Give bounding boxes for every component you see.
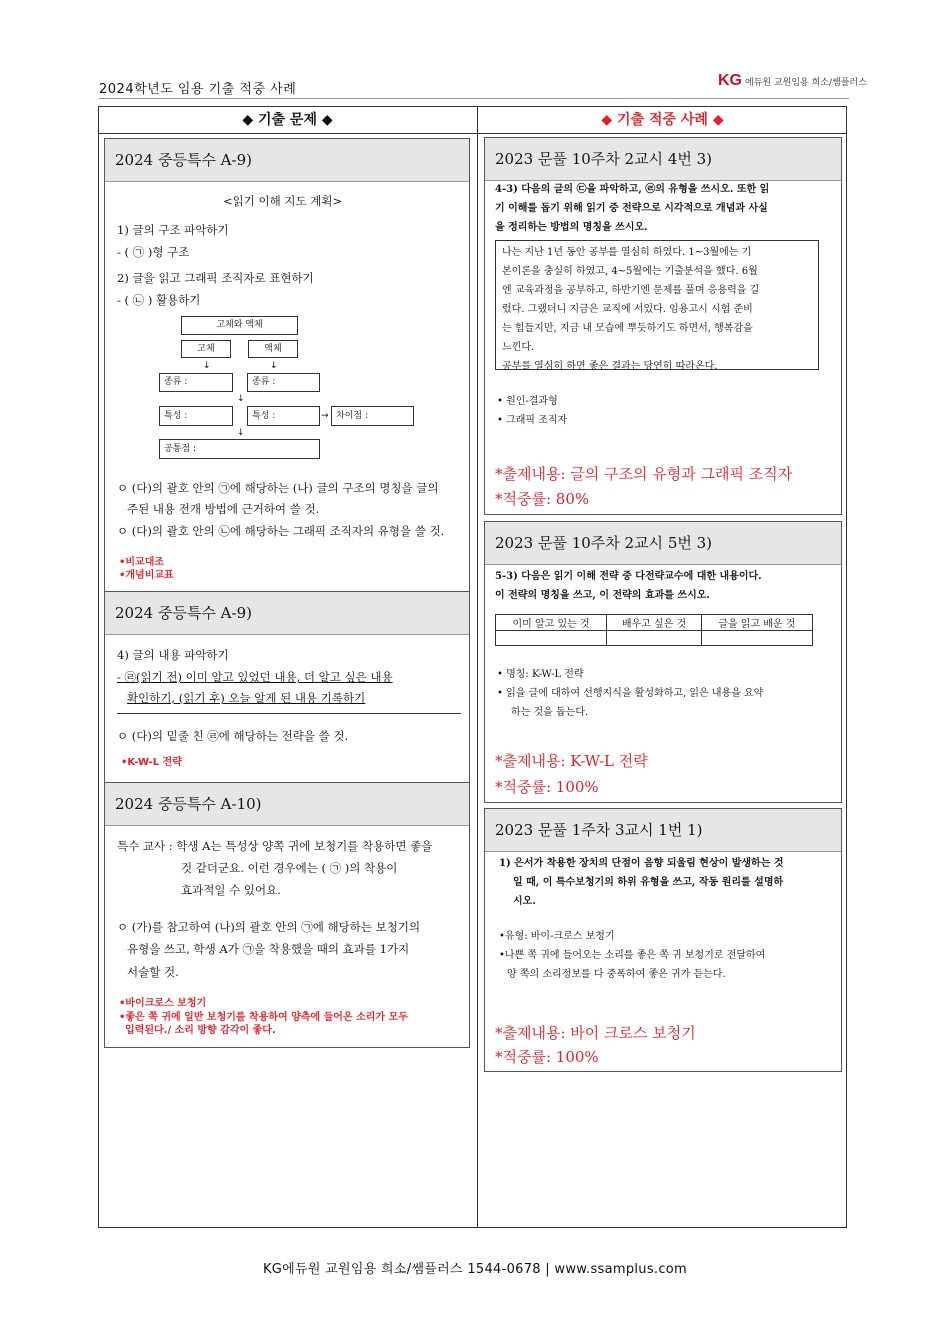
question-text: 기 이해를 돕기 위해 읽기 중 전략으로 시각적으로 개념과 사실 xyxy=(495,203,768,214)
question-text: 을 정리하는 방법의 명칭을 쓰시오. xyxy=(495,222,648,233)
answer-text: •좋은 쪽 귀에 일반 보청기를 착용하여 양측에 들어온 소리가 모두 xyxy=(119,1012,408,1023)
exam-content-label: *출제내용: K-W-L 전략 xyxy=(495,752,648,770)
passage-line: 는 힘들지만, 지금 내 모습에 뿌듯하기도 하면서, 행복감을 xyxy=(502,323,753,334)
question-text: 4-3) 다음의 글의 ㉢을 파악하고, ㉣의 유형을 쓰시오. 또한 읽 xyxy=(495,184,770,195)
table-header-cell: 배우고 싶은 것 xyxy=(607,615,702,631)
question-text: 1) 은서가 착용한 장치의 단점이 음향 되울림 현상이 발생하는 것 xyxy=(499,858,784,869)
answer-bullet: • 읽을 글에 대하여 선행지식을 활성화하고, 읽은 내용을 요약 xyxy=(497,688,764,699)
exam-question-box-1 xyxy=(104,138,470,592)
diagram-liquid-box: 액체 xyxy=(248,340,298,358)
answer-text: •개념비교표 xyxy=(119,570,174,581)
table-cell xyxy=(701,631,812,646)
box-title: 2023 문풀 1주차 3교시 1번 1) xyxy=(485,809,841,852)
box-title: 2024 중등특수 A-9) xyxy=(105,592,469,635)
question-text: 시오. xyxy=(513,896,536,907)
table-header-cell: 글을 읽고 배운 것 xyxy=(701,615,812,631)
plan-title: <읽기 이해 지도 계획> xyxy=(223,194,343,208)
answer-text: •K-W-L 전략 xyxy=(121,757,182,768)
answer-bullet: •나쁜 쪽 귀에 들어오는 소리를 좋은 쪽 귀 보청기로 전달하여 xyxy=(499,950,766,961)
logo-kg: KG xyxy=(718,72,742,89)
question-text: 5-3) 다음은 읽기 이해 전략 중 다전략교수에 대한 내용이다. xyxy=(495,571,762,582)
hit-rate-label: *적중률: 100% xyxy=(495,1048,599,1066)
question-text: ㅇ (다)의 밑줄 친 ㉣에 해당하는 전략을 쓸 것. xyxy=(117,729,349,743)
table-cell xyxy=(496,631,607,646)
question-text: 이 전략의 명칭을 쓰고, 이 전략의 효과를 쓰시오. xyxy=(495,590,710,601)
hit-case-box-3 xyxy=(484,808,842,1072)
logo-text: 에듀원 교원임용 희소/쌤플러스 xyxy=(745,77,867,88)
page-header-title: 2024학년도 임용 기출 적중 사례 xyxy=(99,82,297,97)
question-text: ㅇ (다)의 괄호 안의 ㉠에 해당하는 (나) 글의 구조의 명칭을 글의 xyxy=(117,481,439,495)
answer-bullet: • 명칭: K-W-L 전략 xyxy=(497,669,584,680)
diagram-prop-box: 특성 : xyxy=(159,406,233,426)
diagram-kind-box: 종류 : xyxy=(247,373,320,392)
box-title: 2023 문풀 10주차 2교시 5번 3) xyxy=(485,522,841,565)
divider xyxy=(117,713,461,714)
text-line: 효과적일 수 있어요. xyxy=(181,883,281,897)
box-title: 2024 중등특수 A-9) xyxy=(105,139,469,182)
down-arrow-icon: ↓ xyxy=(203,361,211,371)
right-arrow-icon: → xyxy=(321,411,329,421)
passage-line: 느낀다. xyxy=(502,342,535,353)
text-line-underlined: 확인하기, (읽기 후) 오늘 알게 된 내용 기록하기 xyxy=(127,691,366,705)
diagram-prop-box: 특성 : xyxy=(247,406,320,426)
exam-content-label: *출제내용: 글의 구조의 유형과 그래픽 조직자 xyxy=(495,465,793,483)
passage-line: 나는 지난 1년 동안 공부를 열심히 하였다. 1~3월에는 기 xyxy=(502,247,752,258)
text-line: 1) 글의 구조 파악하기 xyxy=(117,223,229,237)
diagram-top-box: 고체와 액체 xyxy=(181,316,298,335)
exam-question-box-3 xyxy=(104,782,470,1048)
table-row xyxy=(496,615,813,631)
down-arrow-icon: ↓ xyxy=(237,394,245,404)
diagram-diff-box: 차이점 : xyxy=(331,406,414,426)
box-title: 2024 중등특수 A-10) xyxy=(105,783,469,826)
down-arrow-icon: ↓ xyxy=(237,428,245,438)
question-text: 주된 내용 전개 방법에 근거하여 쓸 것. xyxy=(127,502,320,516)
question-text: 일 때, 이 특수보청기의 하위 유형을 쓰고, 작동 원리를 설명하 xyxy=(513,877,784,888)
answer-text: •비교대조 xyxy=(119,557,165,568)
diagram-kind-box: 종류 : xyxy=(159,373,233,392)
answer-text: •바이크로스 보청기 xyxy=(119,998,207,1009)
page-footer: KG에듀원 교원임용 희소/쌤플러스 1544-0678 | www.ssamplus.com xyxy=(262,1262,688,1277)
text-line: 특수 교사 : 학생 A는 특성상 양쪽 귀에 보청기를 착용하면 좋을 xyxy=(117,839,433,853)
answer-bullet: •유형: 바이-크로스 보청기 xyxy=(499,931,615,942)
left-column-heading: ◆ 기출 문제 ◆ xyxy=(242,112,333,128)
text-line: 2) 글을 읽고 그래픽 조직자로 표현하기 xyxy=(117,271,314,285)
text-line-underlined: - ㉣(읽기 전) 이미 알고 있었던 내용, 더 알고 싶은 내용 xyxy=(117,670,393,684)
down-arrow-icon: ↓ xyxy=(270,361,278,371)
passage-line: 엔 교육과정을 공부하고, 하반기엔 문제를 풀며 응용력을 길 xyxy=(502,285,760,296)
passage-line: 렀다. 그랬더니 지금은 교직에 서있다. 임용고시 시험 준비 xyxy=(502,304,753,315)
table-row xyxy=(496,631,813,646)
kwl-table xyxy=(495,614,813,646)
hit-case-box-2 xyxy=(484,521,842,803)
text-line: - ( ㉠ )형 구조 xyxy=(117,245,190,259)
answer-bullet: 하는 것을 돕는다. xyxy=(511,707,589,718)
text-line: 것 같더군요. 이런 경우에는 ( ㉠ )의 착용이 xyxy=(181,861,398,875)
answer-bullet: • 그래픽 조직자 xyxy=(497,415,568,426)
header-rule xyxy=(99,98,849,99)
diagram-solid-box: 고체 xyxy=(181,340,231,358)
hit-case-box-1 xyxy=(484,137,842,515)
question-text: ㅇ (다)의 괄호 안의 ㉡에 해당하는 그래픽 조직자의 유형을 쓸 것. xyxy=(117,524,445,538)
question-text: ㅇ (가)를 참고하여 (나)의 괄호 안의 ㉠에 해당하는 보청기의 xyxy=(117,920,421,934)
table-header-cell: 이미 알고 있는 것 xyxy=(496,615,607,631)
table-cell xyxy=(607,631,702,646)
answer-bullet: • 원인-결과형 xyxy=(497,396,558,407)
text-line: - ( ㉡ ) 활용하기 xyxy=(117,293,201,307)
exam-question-box-2 xyxy=(104,591,470,783)
exam-content-label: *출제내용: 바이 크로스 보청기 xyxy=(495,1024,696,1042)
answer-text: 입력된다./ 소리 방향 감각이 좋다. xyxy=(125,1025,276,1036)
hit-rate-label: *적중률: 80% xyxy=(495,490,590,508)
right-column-heading: ◆ 기출 적중 사례 ◆ xyxy=(601,112,724,128)
brand-logo xyxy=(718,72,867,90)
question-text: 유형을 쓰고, 학생 A가 ㉠을 착용했을 때의 효과를 1가지 xyxy=(127,942,410,956)
column-divider xyxy=(477,106,478,1228)
text-line: 4) 글의 내용 파악하기 xyxy=(117,648,229,662)
passage-line: 공부를 열심히 하면 좋은 결과는 당연히 따라온다. xyxy=(502,361,718,372)
question-text: 서술할 것. xyxy=(127,965,179,979)
hit-rate-label: *적중률: 100% xyxy=(495,778,599,796)
reading-passage xyxy=(495,240,819,370)
passage-line: 본이론을 충실히 하였고, 4~5월에는 기출분석을 했다. 6월 xyxy=(502,266,758,277)
diagram-common-box: 공통점 : xyxy=(159,439,320,459)
box-title: 2023 문풀 10주차 2교시 4번 3) xyxy=(485,138,841,181)
answer-bullet: 양 쪽의 소리정보를 다 중폭하여 좋은 귀가 듣는다. xyxy=(507,969,726,980)
